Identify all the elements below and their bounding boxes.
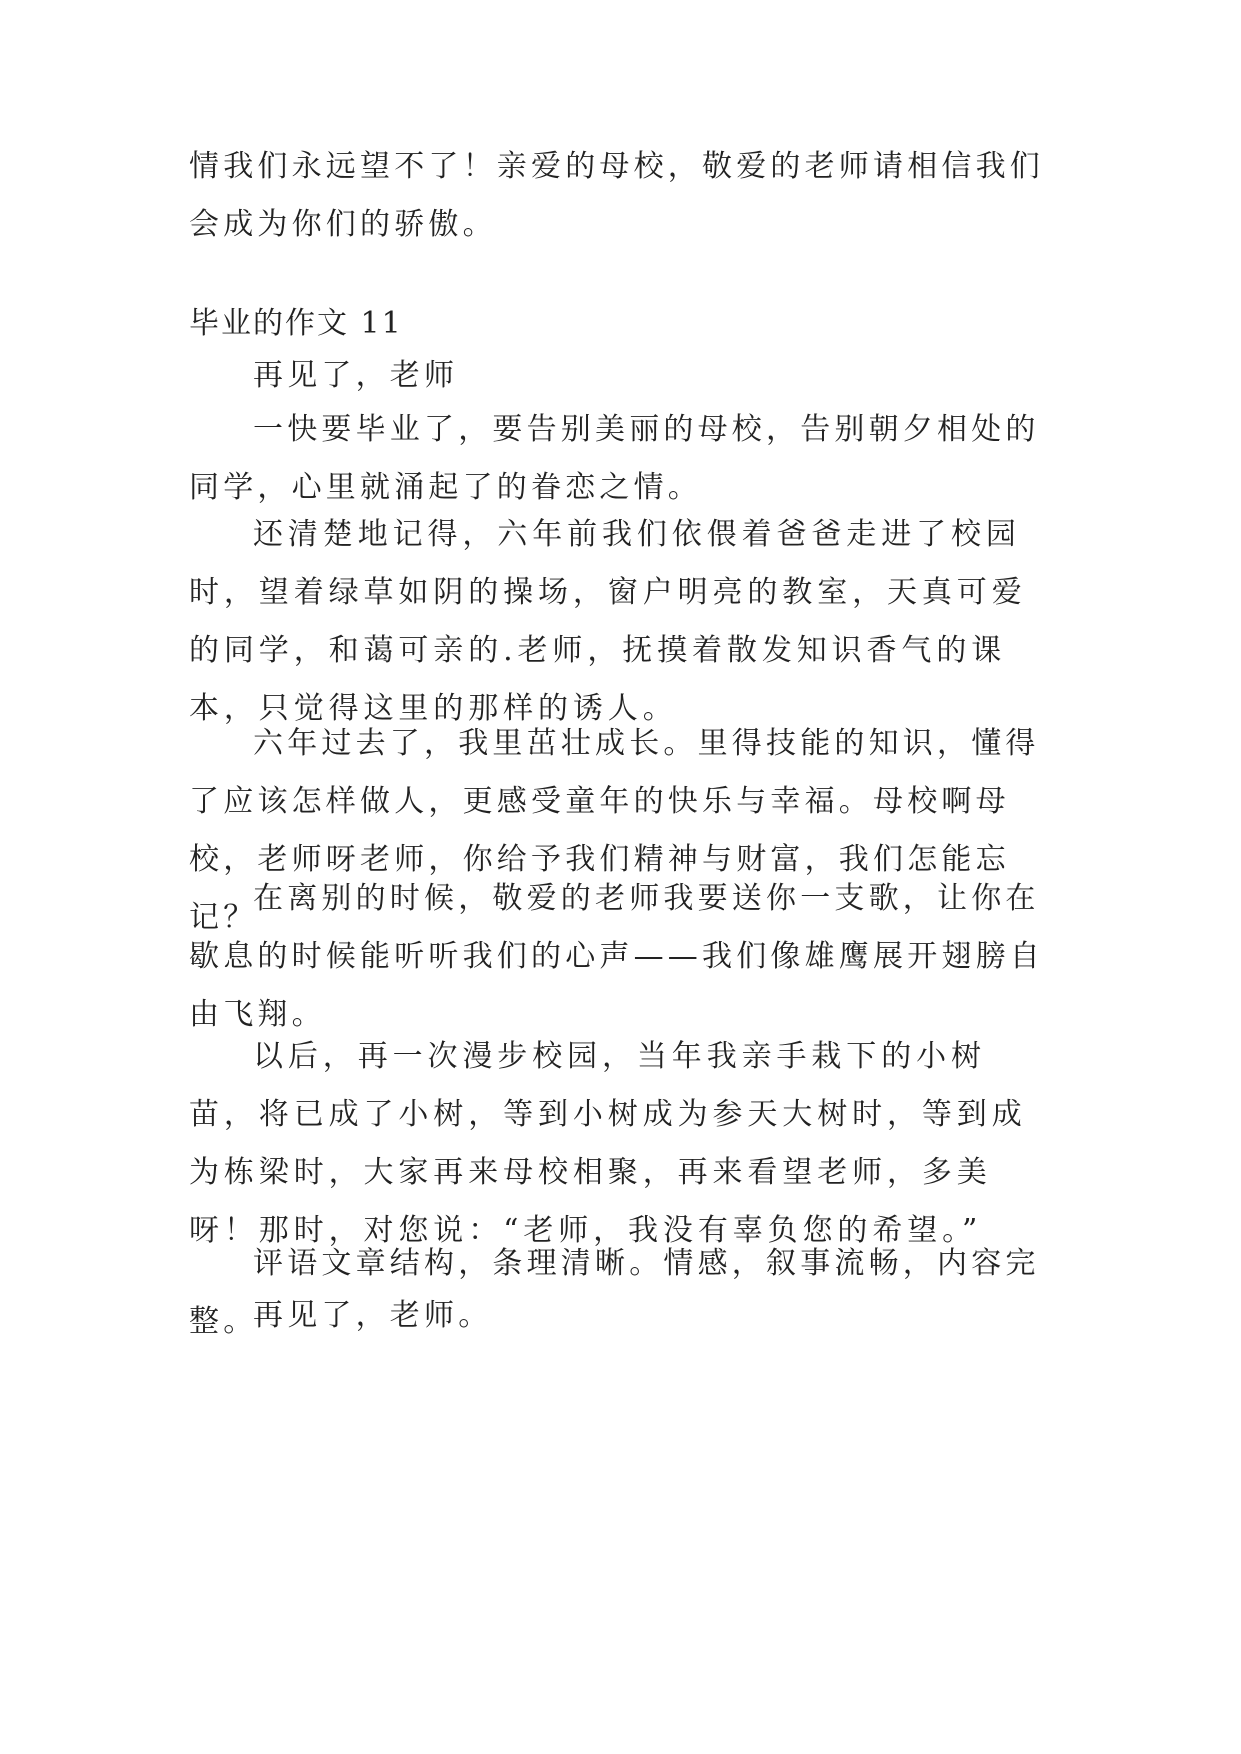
paragraph-1: 再见了，老师 — [253, 358, 459, 393]
paragraph-8: 再见了，老师。 — [253, 1298, 493, 1333]
paragraph-3: 还清楚地记得，六年前我们依偎着爸爸走进了校园时，望着绿草如阴的操场，窗户明亮的教室，天真可爱的同学，和蔼可亲的.老师，抚摸着散发知识香气的课本，只觉得这里的那样的诱人。 — [189, 517, 1027, 726]
paragraph-5: 在离别的时候，敬爱的老师我要送你一支歌，让你在歇息的时候能听听我们的心声——我们像雄鹰展开翅膀自由飞翔。 — [189, 881, 1044, 1032]
section-title: 毕业的作文 11 — [189, 306, 403, 341]
paragraph-2: 一快要毕业了，要告别美丽的母校，告别朝夕相处的同学，心里就涌起了的眷恋之情。 — [189, 412, 1040, 505]
paragraph-4: 六年过去了，我里茁壮成长。里得技能的知识，懂得了应该怎样做人，更感受童年的快乐与幸福。母校啊母校，老师呀老师，你给予我们精神与财富，我们怎能忘记？ — [189, 726, 1040, 935]
paragraph-6: 以后，再一次漫步校园，当年我亲手栽下的小树苗，将已成了小树，等到小树成为参天大树时，等到成为栋梁时，大家再来母校相聚，再来看望老师，多美呀！那时，对您说：“老师，我没有辜负您的希望。” — [189, 1039, 1027, 1248]
paragraph-7: 评语文章结构，条理清晰。情感，叙事流畅，内容完整。 — [189, 1246, 1040, 1339]
continuation-paragraph: 情我们永远望不了！亲爱的母校，敬爱的老师请相信我们会成为你们的骄傲。 — [189, 149, 1044, 242]
